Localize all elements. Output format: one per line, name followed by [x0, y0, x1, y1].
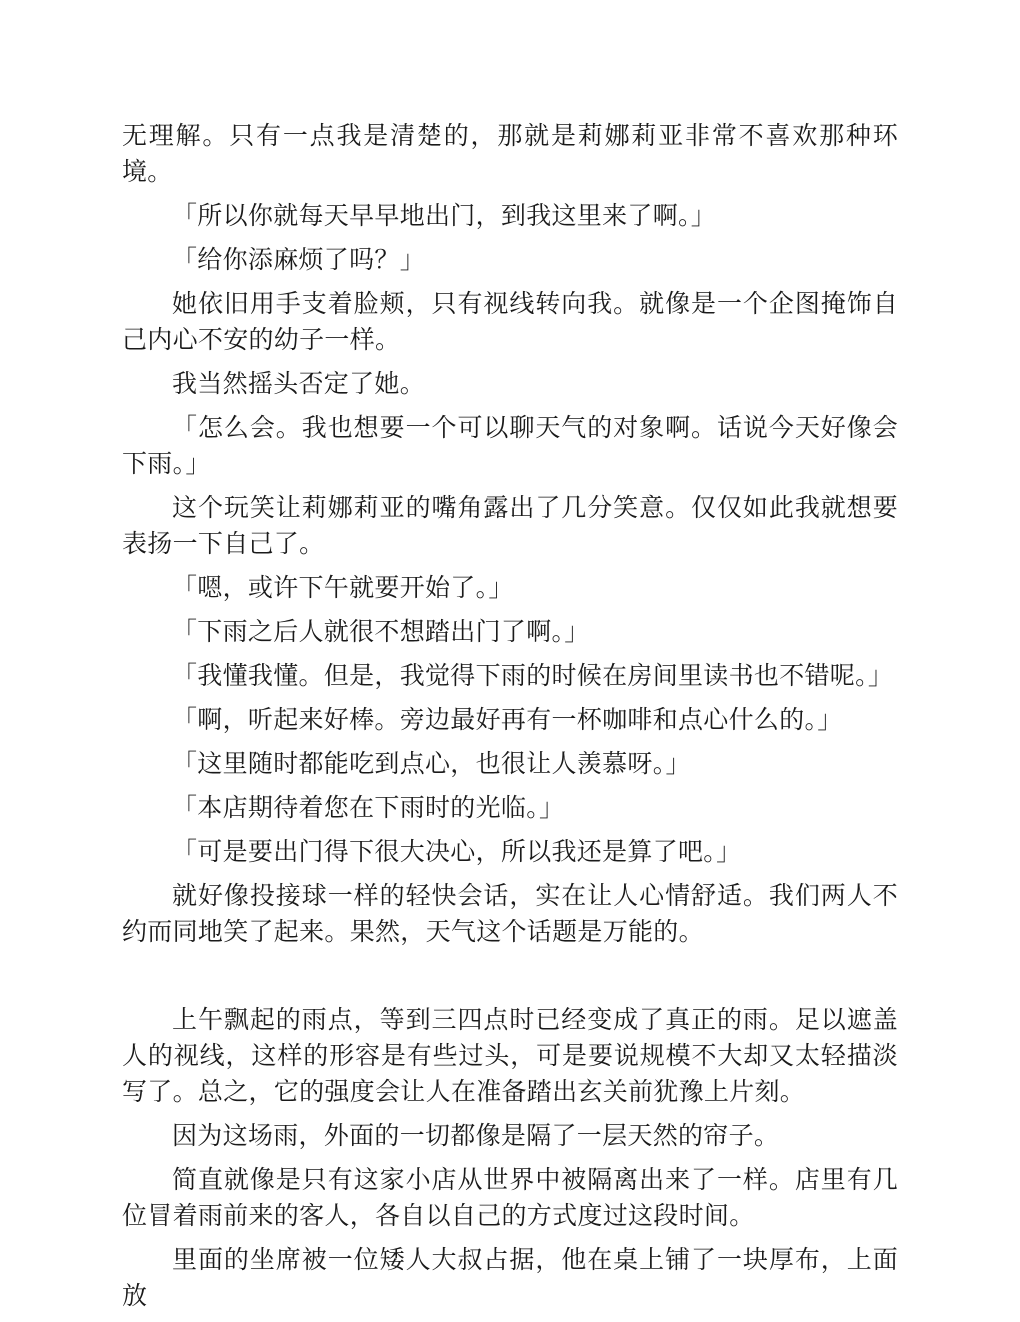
paragraph: 简直就像是只有这家小店从世界中被隔离出来了一样。店里有几位冒着雨前来的客人，各自以自己的方式度过这段时间。 — [122, 1165, 898, 1230]
dialogue-line: 「本店期待着您在下雨时的光临。」 — [172, 793, 565, 822]
paragraph: 就好像投接球一样的轻快会话，实在让人心情舒适。我们两人不约而同地笑了起来。果然，天气这个话题是万能的。 — [122, 881, 898, 946]
paragraph: 她依旧用手支着脸颊，只有视线转向我。就像是一个企图掩饰自己内心不安的幼子一样。 — [122, 289, 898, 354]
paragraph: 无理解。只有一点我是清楚的，那就是莉娜莉亚非常不喜欢那种环境。 — [122, 121, 898, 186]
paragraph: 上午飘起的雨点，等到三四点时已经变成了真正的雨。足以遮盖人的视线，这样的形容是有些过头，可是要说规模不大却又太轻描淡写了。总之，它的强度会让人在准备踏出玄关前犹豫上片刻。 — [122, 1005, 898, 1106]
dialogue-line: 「嗯，或许下午就要开始了。」 — [172, 573, 514, 602]
dialogue-line: 「可是要出门得下很大决心，所以我还是算了吧。」 — [172, 837, 742, 866]
dialogue-line: 「这里随时都能吃到点心，也很让人羡慕呀。」 — [172, 749, 691, 778]
dialogue-line: 「我懂我懂。但是，我觉得下雨的时候在房间里读书也不错呢。」 — [172, 661, 894, 690]
dialogue-line: 「下雨之后人就很不想踏出门了啊。」 — [172, 617, 590, 646]
paragraph: 这个玩笑让莉娜莉亚的嘴角露出了几分笑意。仅仅如此我就想要表扬一下自己了。 — [122, 493, 898, 558]
dialogue-line: 「怎么会。我也想要一个可以聊天气的对象啊。话说今天好像会下雨。」 — [122, 413, 898, 478]
dialogue-line: 「所以你就每天早早地出门，到我这里来了啊。」 — [172, 201, 717, 230]
document-page — [122, 118, 898, 1322]
dialogue-line: 「啊，听起来好棒。旁边最好再有一杯咖啡和点心什么的。」 — [172, 705, 843, 734]
paragraph: 我当然摇头否定了她。 — [172, 369, 426, 398]
dialogue-line: 「给你添麻烦了吗？」 — [172, 245, 426, 274]
paragraph: 里面的坐席被一位矮人大叔占据，他在桌上铺了一块厚布，上面放 — [122, 1245, 898, 1310]
paragraph: 因为这场雨，外面的一切都像是隔了一层天然的帘子。 — [172, 1121, 780, 1150]
